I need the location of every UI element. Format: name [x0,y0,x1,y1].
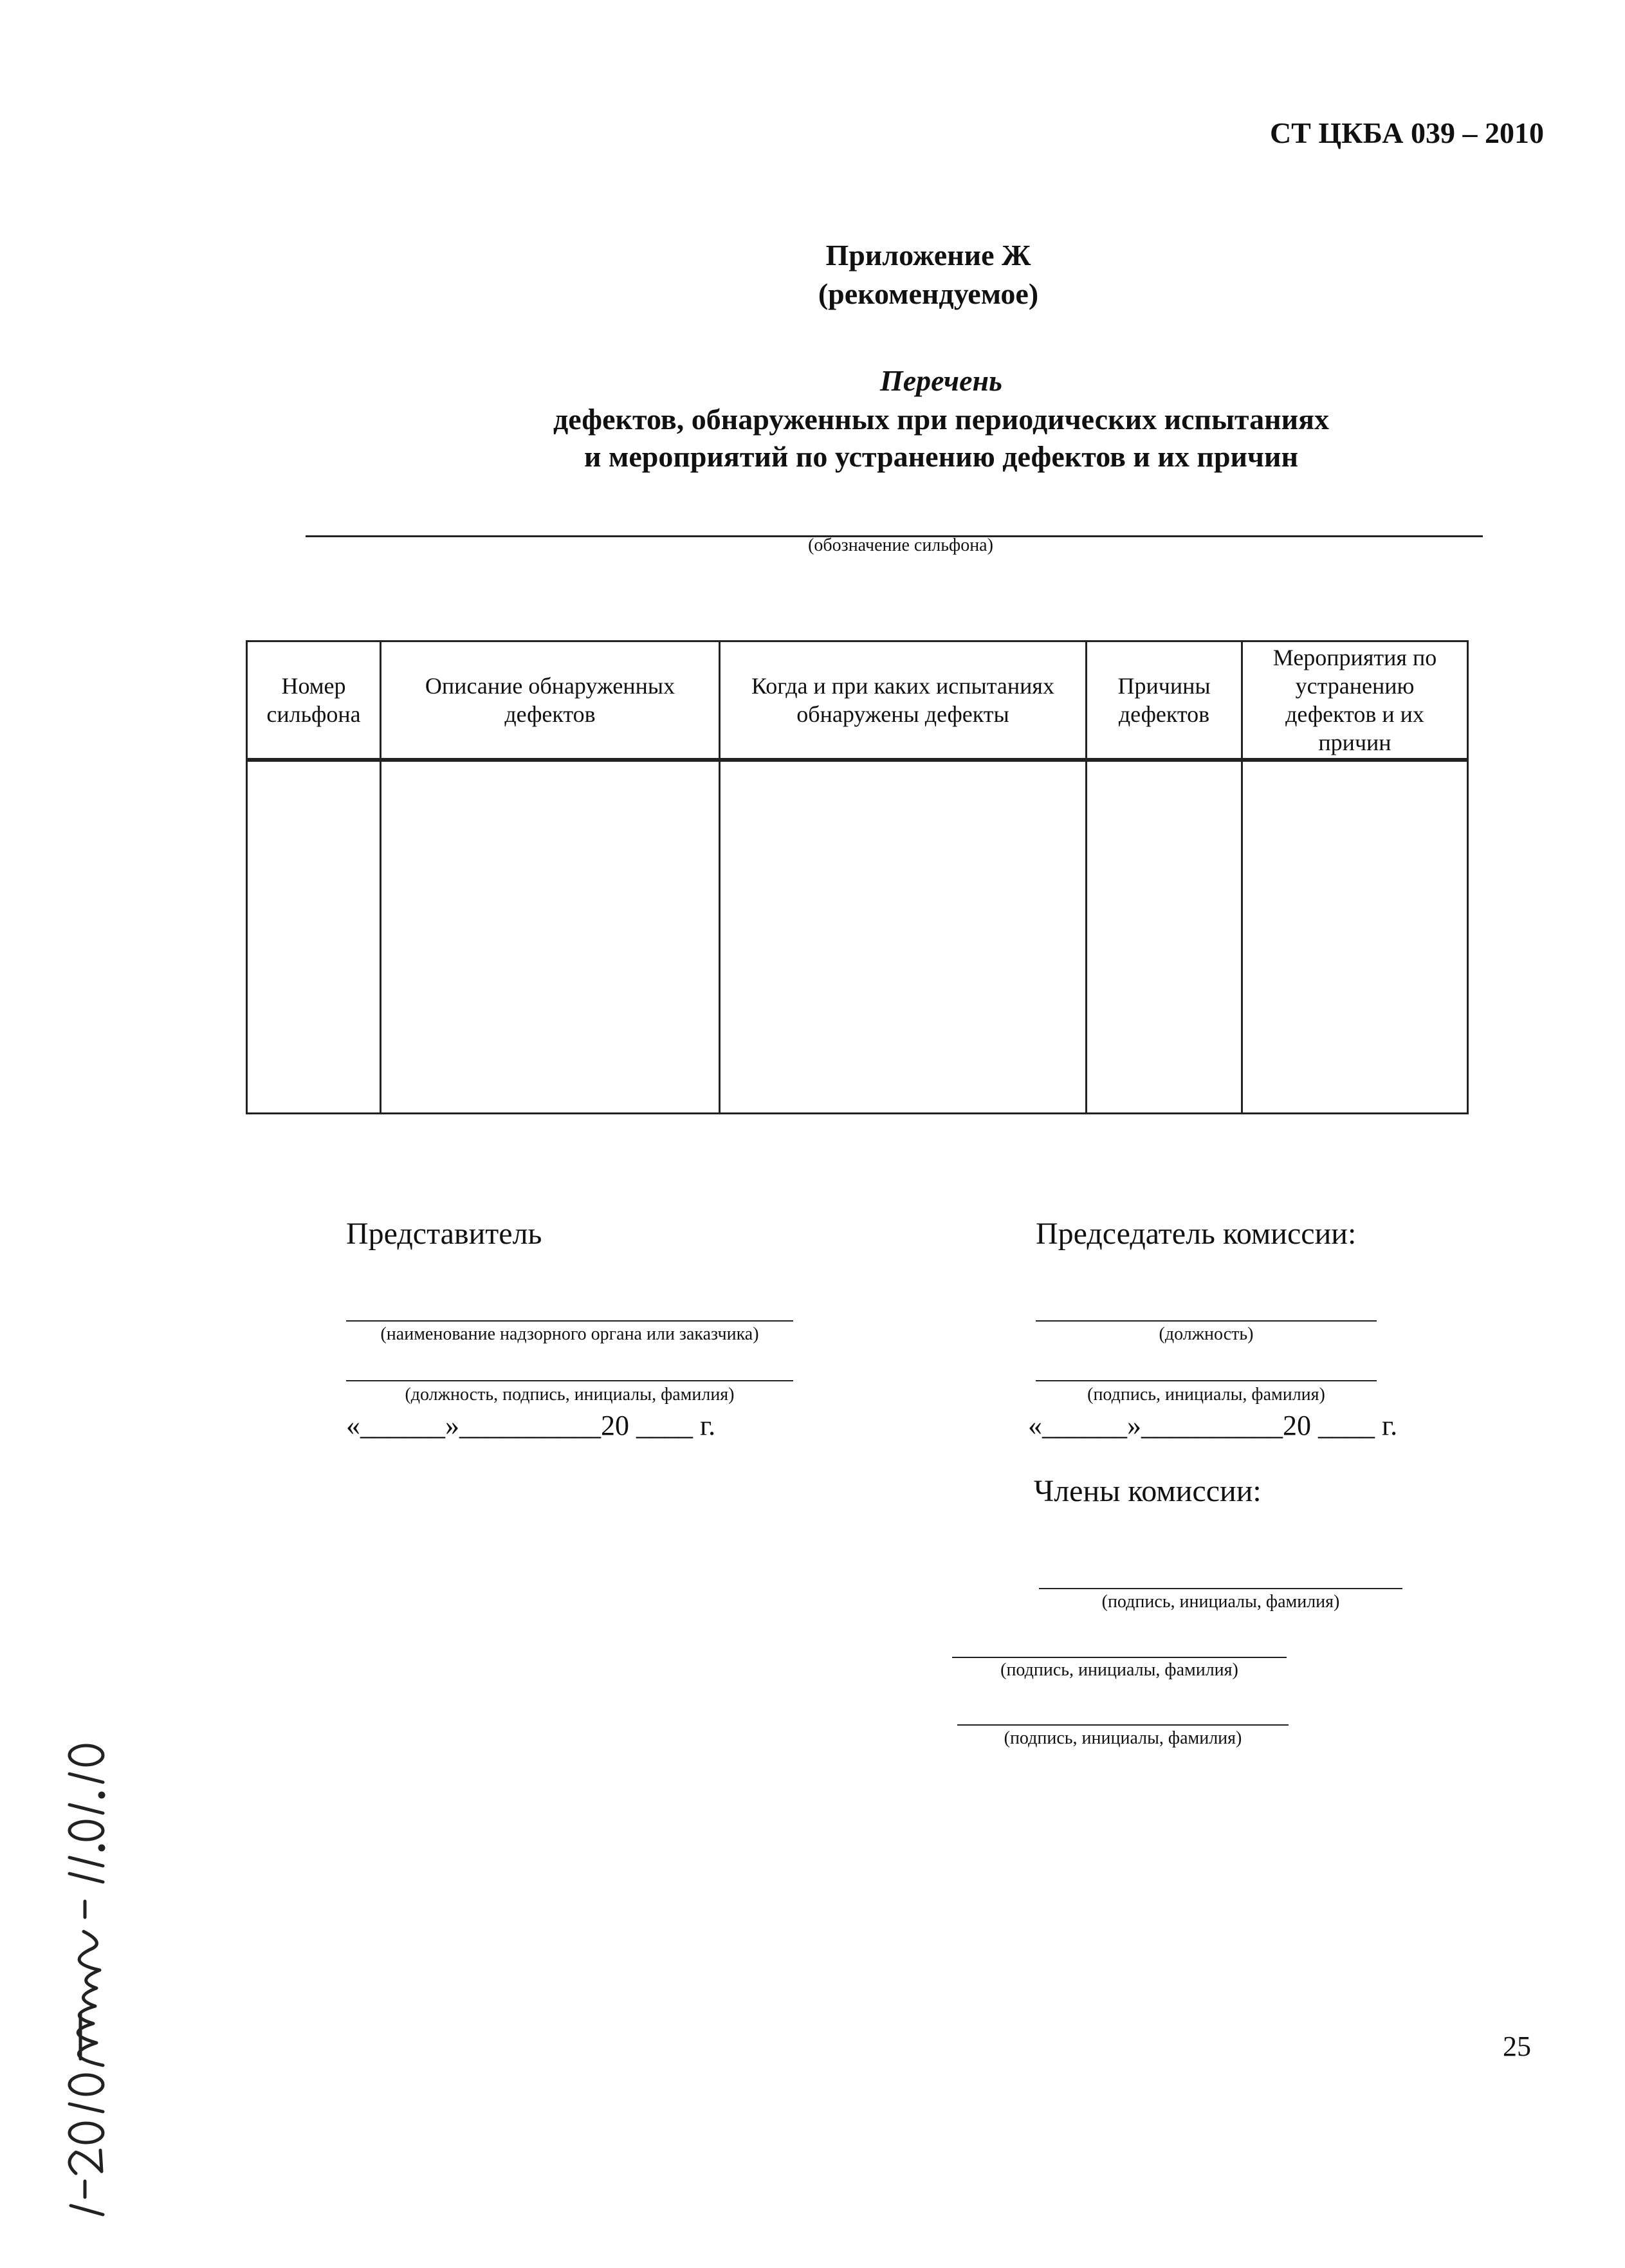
member-3-signature-line[interactable] [957,1724,1289,1726]
chairman-date[interactable]: «______»__________20 ____ г. [1028,1410,1398,1441]
bellows-designation-caption: (обозначение сильфона) [808,535,993,555]
table-cell[interactable] [247,760,381,1114]
annex-title: Приложение Ж [825,239,1031,272]
representative-signature-caption: (должность, подпись, инициалы, фамилия) [405,1385,735,1405]
chairman-heading: Председатель комиссии: [1036,1217,1357,1251]
list-title: Перечень [879,364,1003,397]
list-subtitle-line-2: и мероприятий по устранению дефектов и их причин [584,440,1298,473]
header-detection-test: Когда и при каких испытаниях обнаружены дефекты [720,641,1087,761]
members-heading: Члены комиссии: [1034,1474,1262,1508]
chairman-position-caption: (должность) [1159,1324,1254,1344]
table-row [247,760,1468,1114]
member-1-signature-caption: (подпись, инициалы, фамилия) [1101,1592,1340,1612]
header-corrective-measures: Мероприятия по устранению дефектов и их причин [1242,641,1468,761]
member-3-signature-caption: (подпись, инициалы, фамилия) [1004,1728,1242,1748]
chairman-signature-line[interactable] [1036,1380,1377,1381]
member-2-signature-line[interactable] [952,1657,1287,1658]
annex-type: (рекомендуемое) [818,277,1039,310]
chairman-signature-caption: (подпись, инициалы, фамилия) [1087,1385,1325,1405]
representative-org-line[interactable] [346,1320,793,1322]
table-header-row [247,641,1468,761]
member-2-signature-caption: (подпись, инициалы, фамилия) [1000,1660,1238,1680]
table-cell[interactable] [720,760,1087,1114]
table-cell[interactable] [381,760,720,1114]
list-subtitle-line-1: дефектов, обнаруженных при периодических испытаниях [553,403,1329,436]
header-defect-causes: Причины дефектов [1087,641,1242,761]
header-defect-description: Описание обнаруженных дефектов [381,641,720,761]
defects-table [246,640,1469,1114]
document-code: СТ ЦКБА 039 – 2010 [1269,116,1544,149]
member-1-signature-line[interactable] [1039,1588,1402,1589]
header-bellows-number: Номер сильфона [247,641,381,761]
page-number: 25 [1503,2031,1531,2062]
handwritten-revision-stamp [13,1666,148,2226]
table-cell[interactable] [1087,760,1242,1114]
representative-heading: Представитель [346,1217,542,1251]
chairman-position-line[interactable] [1036,1320,1377,1322]
representative-date[interactable]: «______»__________20 ____ г. [346,1410,716,1441]
representative-org-caption: (наименование надзорного органа или заказчика) [380,1324,759,1344]
representative-signature-line[interactable] [346,1380,793,1381]
table-cell[interactable] [1242,760,1468,1114]
